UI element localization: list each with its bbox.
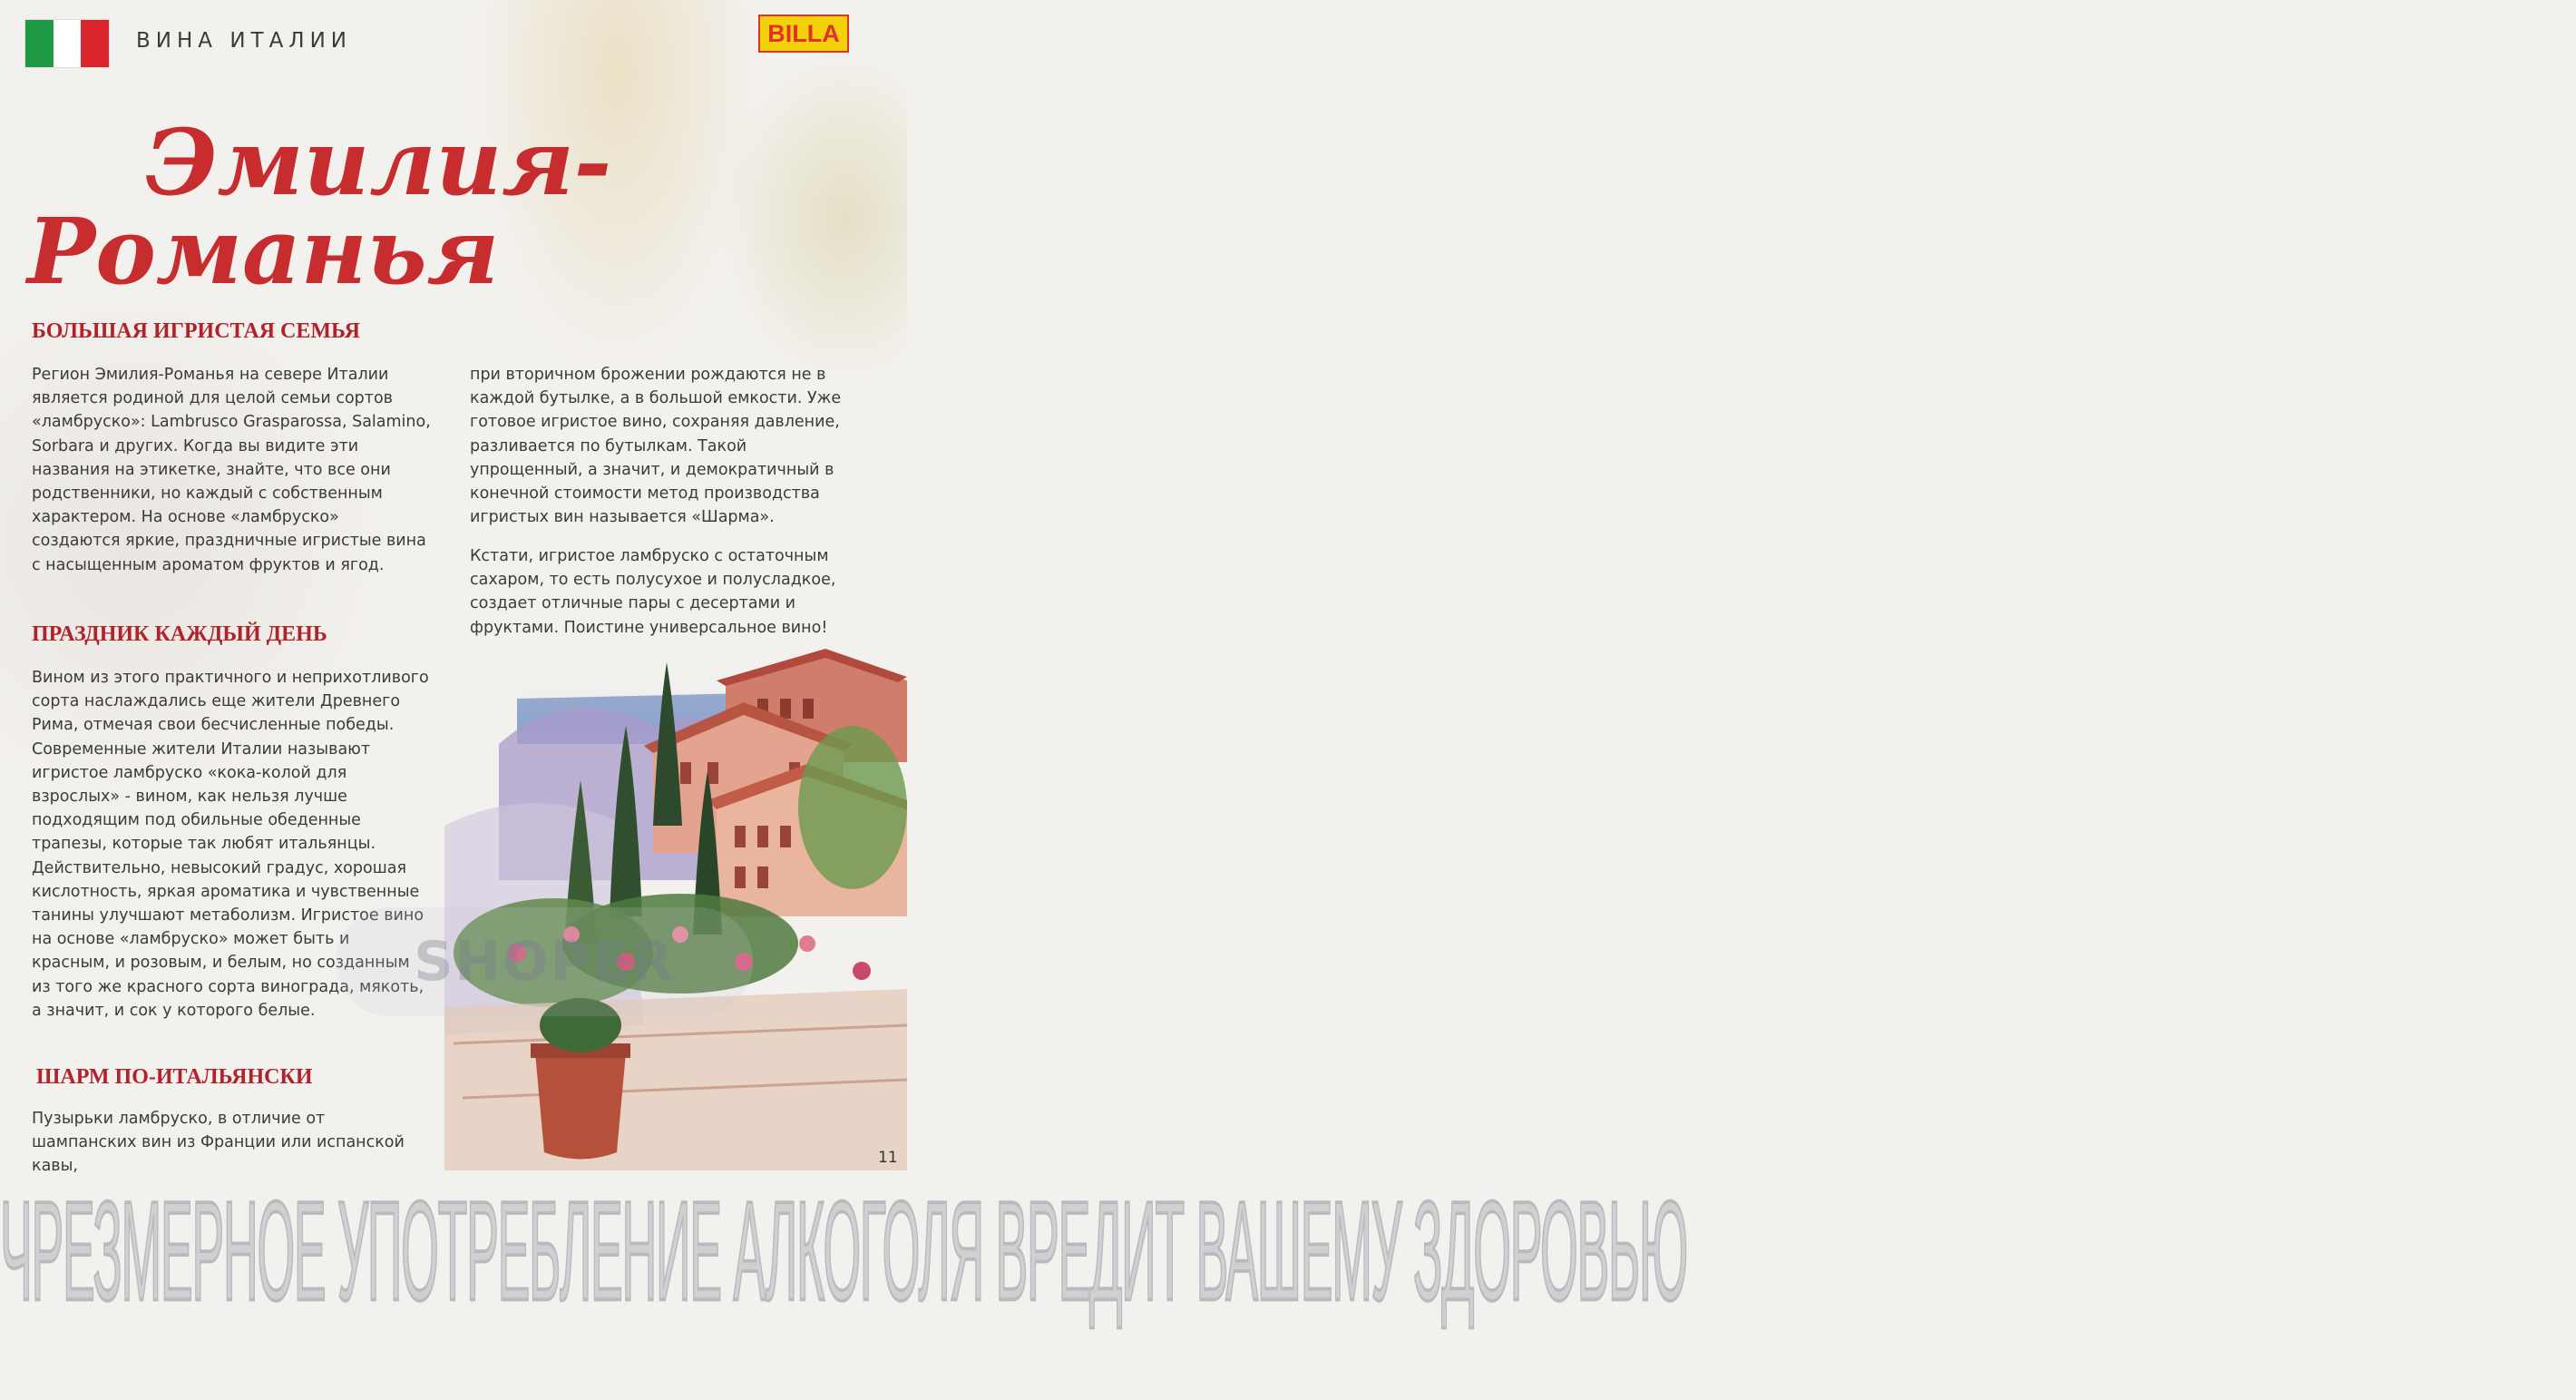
page-title-line2: Романья <box>27 198 500 305</box>
paragraph-holiday-every-day: Вином из этого практичного и неприхотливого сорта наслаждались еще жители Древнего Рима, отмечая свои бесчисленные победы. Современные жители Италии называют игристое ламбруско «кока-колой для взрослых» - вином, как нельзя лучше подходящим под обильные обеденные трапезы, которые так любят итальянцы. Действительно, невысокий градус, хорошая кислотность, яркая ароматика и чувственные танины улучшают метаболизм. Игристое вино на основе «ламбруско» может быть и красным, и розовым, и белым, но созданным из того же красного сорта винограда, мякоть, а значит, и сок у которого белые. <box>32 669 429 1020</box>
heading-sparkling-family: БОЛЬШАЯ ИГРИСТАЯ СЕМЬЯ <box>32 319 360 343</box>
shoper-watermark: SHOPER <box>336 907 753 1016</box>
paragraph-charmat-method: при вторичном брожении рождаются не в каждой бутылке, а в большой емкости. Уже готовое игристое вино, сохраняя давление, разливается по бутылкам. Такой упрощенный, а значит, и демократичный в конечной стоимости метод производства игристых вин называется «Шарма». <box>470 366 842 527</box>
page-number: 11 <box>878 1149 898 1167</box>
paragraph-italian-charm: Пузырьки ламбруско, в отличие от шампанских вин из Франции или испанской кавы, <box>32 1110 405 1176</box>
paragraph-desserts: Кстати, игристое ламбруско с остаточным сахаром, то есть полусухое и полусладкое, создает отличные пары с десертами и фруктами. Поистине универсальное вино! <box>470 547 836 637</box>
health-warning-banner <box>0 1173 1687 1331</box>
section-title: ВИНА ИТАЛИИ <box>136 29 353 53</box>
heading-holiday-every-day: ПРАЗДНИК КАЖДЫЙ ДЕНЬ <box>32 622 327 646</box>
page-title-line1: Эмилия- <box>145 109 612 216</box>
italy-flag-icon <box>25 20 109 67</box>
health-warning-text: ЧРЕЗМЕРНОЕ УПОТРЕБЛЕНИЕ АЛКОГОЛЯ ВРЕДИТ ВАШЕМУ ЗДОРОВЬЮ <box>0 1173 1687 1331</box>
paragraph-sparkling-family: Регион Эмилия-Романья на севере Италии является родиной для целой семьи сортов «ламбруско»: Lambrusco Grasparossa, Salamino, Sorbara и других. Когда вы видите эти названия на этикетке, знайте, что все они родственники, но каждый с собственным характером. На основе «ламбруско» создаются яркие, праздничные игристые вина с насыщенным ароматом фруктов и ягод. <box>32 366 431 574</box>
billa-logo: BILLA <box>758 15 849 53</box>
heading-italian-charm: ШАРМ ПО-ИТАЛЬЯНСКИ <box>36 1065 313 1089</box>
